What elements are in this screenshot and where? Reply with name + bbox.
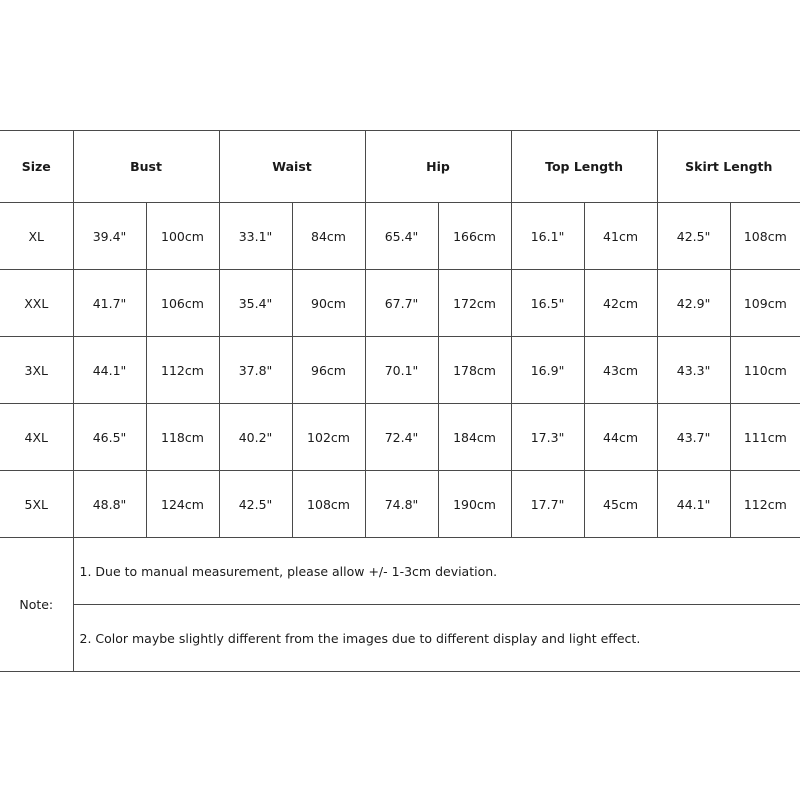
bust-inch-cell: 39.4"	[73, 203, 146, 270]
waist-cm-cell: 84cm	[292, 203, 365, 270]
note-item: 1. Due to manual measurement, please allow +/- 1-3cm deviation.	[73, 538, 800, 605]
header-skirt-length: Skirt Length	[657, 131, 800, 203]
header-bust: Bust	[73, 131, 219, 203]
waist-cm-cell: 96cm	[292, 337, 365, 404]
skirt-length-inch-cell: 43.3"	[657, 337, 730, 404]
skirt-length-cm-cell: 108cm	[730, 203, 800, 270]
top-length-cm-cell: 45cm	[584, 471, 657, 538]
top-length-cm-cell: 41cm	[584, 203, 657, 270]
hip-inch-cell: 74.8"	[365, 471, 438, 538]
header-hip: Hip	[365, 131, 511, 203]
bust-inch-cell: 44.1"	[73, 337, 146, 404]
table-row	[0, 471, 800, 538]
table-row	[0, 270, 800, 337]
bust-inch-cell: 46.5"	[73, 404, 146, 471]
note-item: 2. Color maybe slightly different from the images due to different display and light effect.	[73, 605, 800, 672]
header-top-length: Top Length	[511, 131, 657, 203]
bust-cm-cell: 100cm	[146, 203, 219, 270]
table-row	[0, 404, 800, 471]
size-cell: 3XL	[0, 337, 73, 404]
top-length-cm-cell: 42cm	[584, 270, 657, 337]
skirt-length-cm-cell: 111cm	[730, 404, 800, 471]
waist-cm-cell: 102cm	[292, 404, 365, 471]
waist-inch-cell: 33.1"	[219, 203, 292, 270]
size-cell: XL	[0, 203, 73, 270]
size-cell: 5XL	[0, 471, 73, 538]
bust-cm-cell: 118cm	[146, 404, 219, 471]
hip-cm-cell: 184cm	[438, 404, 511, 471]
skirt-length-inch-cell: 42.5"	[657, 203, 730, 270]
top-length-inch-cell: 16.1"	[511, 203, 584, 270]
hip-cm-cell: 166cm	[438, 203, 511, 270]
header-waist: Waist	[219, 131, 365, 203]
header-size: Size	[0, 131, 73, 203]
note-row	[0, 538, 800, 605]
hip-inch-cell: 67.7"	[365, 270, 438, 337]
note-row	[0, 605, 800, 672]
waist-inch-cell: 42.5"	[219, 471, 292, 538]
size-cell: XXL	[0, 270, 73, 337]
size-cell: 4XL	[0, 404, 73, 471]
waist-inch-cell: 35.4"	[219, 270, 292, 337]
skirt-length-inch-cell: 44.1"	[657, 471, 730, 538]
bust-inch-cell: 41.7"	[73, 270, 146, 337]
skirt-length-inch-cell: 43.7"	[657, 404, 730, 471]
top-length-inch-cell: 16.5"	[511, 270, 584, 337]
skirt-length-cm-cell: 109cm	[730, 270, 800, 337]
header-row	[0, 131, 800, 203]
top-length-cm-cell: 43cm	[584, 337, 657, 404]
hip-cm-cell: 190cm	[438, 471, 511, 538]
top-length-inch-cell: 16.9"	[511, 337, 584, 404]
hip-cm-cell: 172cm	[438, 270, 511, 337]
top-length-cm-cell: 44cm	[584, 404, 657, 471]
bust-cm-cell: 124cm	[146, 471, 219, 538]
hip-inch-cell: 65.4"	[365, 203, 438, 270]
hip-inch-cell: 70.1"	[365, 337, 438, 404]
waist-inch-cell: 37.8"	[219, 337, 292, 404]
waist-cm-cell: 108cm	[292, 471, 365, 538]
waist-inch-cell: 40.2"	[219, 404, 292, 471]
waist-cm-cell: 90cm	[292, 270, 365, 337]
table-row	[0, 203, 800, 270]
size-chart-table	[0, 130, 800, 672]
top-length-inch-cell: 17.7"	[511, 471, 584, 538]
bust-inch-cell: 48.8"	[73, 471, 146, 538]
bust-cm-cell: 112cm	[146, 337, 219, 404]
hip-inch-cell: 72.4"	[365, 404, 438, 471]
top-length-inch-cell: 17.3"	[511, 404, 584, 471]
skirt-length-cm-cell: 110cm	[730, 337, 800, 404]
skirt-length-inch-cell: 42.9"	[657, 270, 730, 337]
skirt-length-cm-cell: 112cm	[730, 471, 800, 538]
note-label: Note:	[0, 538, 73, 672]
hip-cm-cell: 178cm	[438, 337, 511, 404]
bust-cm-cell: 106cm	[146, 270, 219, 337]
table-row	[0, 337, 800, 404]
